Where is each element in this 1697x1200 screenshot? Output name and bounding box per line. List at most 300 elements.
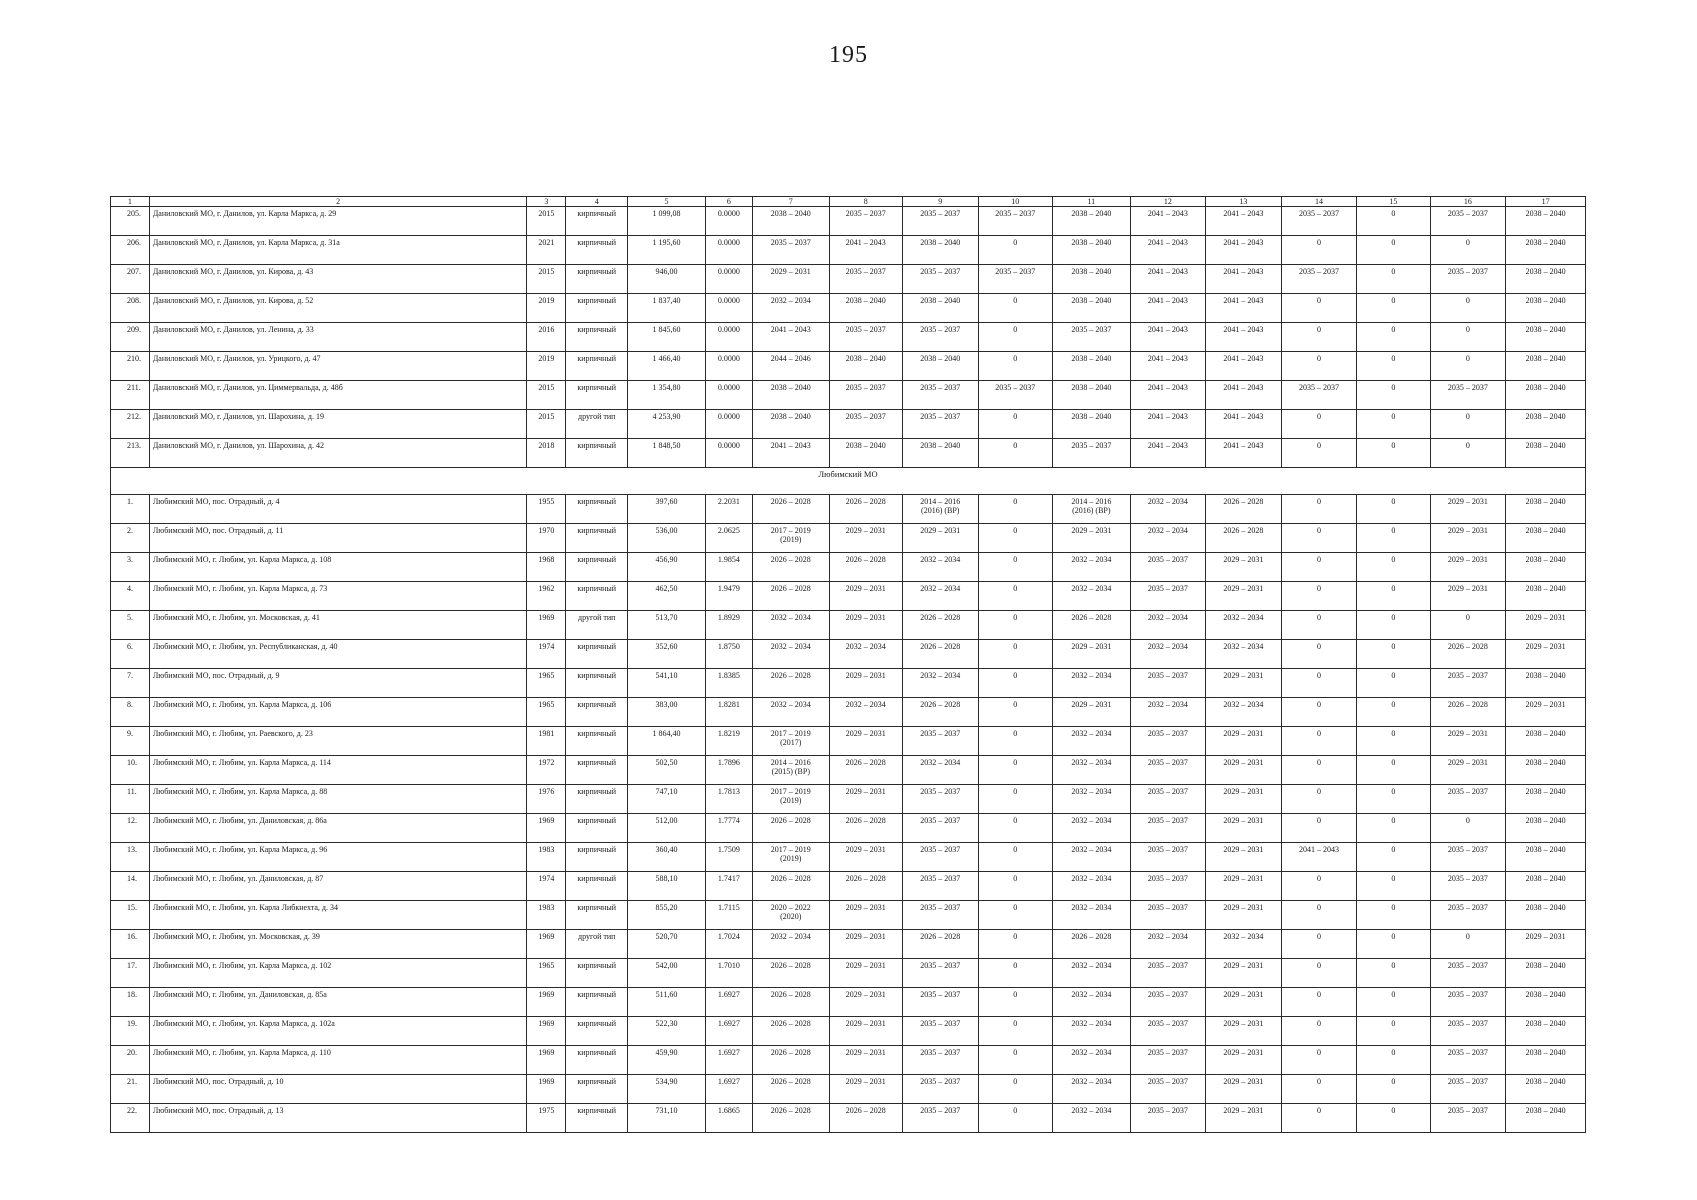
repair-period-16: 0 [1430, 611, 1506, 640]
repair-period-12: 2035 – 2037 [1130, 582, 1206, 611]
repair-period-17: 2029 – 2031 [1506, 698, 1586, 727]
priority-index: 1.7024 [705, 930, 752, 959]
building-address: Любимский МО, г. Любим, ул. Карла Маркса, д. 106 [149, 698, 527, 727]
repair-period-13: 2041 – 2043 [1206, 265, 1282, 294]
repair-period-12: 2032 – 2034 [1130, 640, 1206, 669]
repair-period-10: 0 [978, 1104, 1052, 1133]
repair-period-17: 2038 – 2040 [1506, 352, 1586, 381]
repair-period-16: 2029 – 2031 [1430, 756, 1506, 785]
repair-period-16: 2035 – 2037 [1430, 1046, 1506, 1075]
repair-period-8: 2032 – 2034 [829, 698, 902, 727]
row-number: 13. [111, 843, 150, 872]
repair-period-7-period: 2032 – 2034 [770, 613, 811, 622]
wall-material: кирпичный [566, 495, 628, 524]
column-number: 13 [1206, 197, 1282, 207]
wall-material: кирпичный [566, 1104, 628, 1133]
repair-period-16: 0 [1430, 814, 1506, 843]
total-area: 1 845,60 [628, 323, 706, 352]
repair-period-16: 2035 – 2037 [1430, 669, 1506, 698]
wall-material: кирпичный [566, 236, 628, 265]
repair-period-16: 0 [1430, 930, 1506, 959]
repair-period-16: 2035 – 2037 [1430, 988, 1506, 1017]
repair-period-14: 0 [1281, 1104, 1357, 1133]
repair-period-9 [903, 236, 979, 265]
priority-index: 2.0625 [705, 524, 752, 553]
repair-period-7-period: 2026 – 2028 [770, 671, 811, 680]
repair-period-8: 2029 – 2031 [829, 988, 902, 1017]
building-address: Любимский МО, г. Любим, ул. Карла Маркса, д. 102 [149, 959, 527, 988]
total-area: 397,60 [628, 495, 706, 524]
repair-period-14: 0 [1281, 727, 1357, 756]
table-row [111, 381, 1586, 410]
priority-index: 1.6927 [705, 1075, 752, 1104]
repair-period-7-note: (2019) [780, 535, 802, 545]
priority-index: 0.0000 [705, 294, 752, 323]
commission-year: 2015 [527, 207, 566, 236]
repair-period-12: 2041 – 2043 [1130, 439, 1206, 468]
repair-period-7 [753, 1046, 830, 1075]
repair-period-10: 0 [978, 582, 1052, 611]
wall-material: кирпичный [566, 439, 628, 468]
repair-period-8: 2038 – 2040 [829, 439, 902, 468]
repair-period-17: 2038 – 2040 [1506, 727, 1586, 756]
repair-period-10: 0 [978, 1075, 1052, 1104]
wall-material: кирпичный [566, 207, 628, 236]
total-area: 1 099,08 [628, 207, 706, 236]
repair-period-8: 2029 – 2031 [829, 1075, 902, 1104]
building-address: Даниловский МО, г. Данилов, ул. Ленина, д. 33 [149, 323, 527, 352]
row-number: 15. [111, 901, 150, 930]
table-row [111, 785, 1586, 814]
row-number: 22. [111, 1104, 150, 1133]
repair-period-11 [1053, 901, 1131, 930]
page-number: 195 [829, 42, 868, 68]
repair-period-9-period: 2038 – 2040 [920, 354, 961, 363]
repair-period-17: 2038 – 2040 [1506, 294, 1586, 323]
repair-period-7-period: 2032 – 2034 [770, 296, 811, 305]
repair-period-12: 2032 – 2034 [1130, 698, 1206, 727]
repair-period-7-period: 2032 – 2034 [770, 642, 811, 651]
repair-period-15: 0 [1357, 352, 1430, 381]
repair-period-10: 0 [978, 611, 1052, 640]
table-row [111, 901, 1586, 930]
commission-year: 1970 [527, 524, 566, 553]
repair-period-9 [903, 410, 979, 439]
repair-period-14: 0 [1281, 495, 1357, 524]
repair-period-9 [903, 930, 979, 959]
repair-period-7-note: (2015) (ВР) [771, 767, 811, 777]
repair-period-9 [903, 1046, 979, 1075]
repair-period-12: 2035 – 2037 [1130, 669, 1206, 698]
wall-material: кирпичный [566, 381, 628, 410]
repair-period-10: 2035 – 2037 [978, 207, 1052, 236]
repair-period-14: 0 [1281, 930, 1357, 959]
repair-period-14: 0 [1281, 524, 1357, 553]
repair-period-13: 2041 – 2043 [1206, 352, 1282, 381]
repair-period-12: 2041 – 2043 [1130, 207, 1206, 236]
wall-material: кирпичный [566, 988, 628, 1017]
repair-period-7 [753, 843, 830, 872]
commission-year: 1972 [527, 756, 566, 785]
repair-period-17: 2038 – 2040 [1506, 381, 1586, 410]
repair-period-17: 2038 – 2040 [1506, 901, 1586, 930]
repair-period-17: 2038 – 2040 [1506, 1104, 1586, 1133]
total-area: 511,60 [628, 988, 706, 1017]
repair-period-7 [753, 727, 830, 756]
repair-period-7 [753, 207, 830, 236]
repair-period-15: 0 [1357, 872, 1430, 901]
repair-period-16: 2035 – 2037 [1430, 872, 1506, 901]
row-number: 6. [111, 640, 150, 669]
building-address: Любимский МО, пос. Отрадный, д. 4 [149, 495, 527, 524]
building-address: Любимский МО, г. Любим, ул. Раевского, д. 23 [149, 727, 527, 756]
building-address: Любимский МО, пос. Отрадный, д. 9 [149, 669, 527, 698]
repair-period-15: 0 [1357, 236, 1430, 265]
row-number: 207. [111, 265, 150, 294]
repair-period-9 [903, 988, 979, 1017]
wall-material: кирпичный [566, 872, 628, 901]
repair-period-11-period: 2035 – 2037 [1071, 325, 1112, 334]
priority-index: 0.0000 [705, 265, 752, 294]
repair-period-11 [1053, 1075, 1131, 1104]
repair-period-13: 2029 – 2031 [1206, 669, 1282, 698]
repair-period-7-period: 2026 – 2028 [770, 1019, 811, 1028]
column-number: 14 [1281, 197, 1357, 207]
repair-period-16: 2035 – 2037 [1430, 381, 1506, 410]
repair-period-9-period: 2035 – 2037 [920, 816, 961, 825]
building-address: Любимский МО, пос. Отрадный, д. 11 [149, 524, 527, 553]
commission-year: 1974 [527, 872, 566, 901]
repair-period-9 [903, 323, 979, 352]
commission-year: 2019 [527, 294, 566, 323]
repair-period-15: 0 [1357, 410, 1430, 439]
repair-period-14: 0 [1281, 640, 1357, 669]
commission-year: 1969 [527, 611, 566, 640]
repair-period-8: 2029 – 2031 [829, 582, 902, 611]
column-number: 2 [149, 197, 527, 207]
repair-period-12: 2032 – 2034 [1130, 611, 1206, 640]
table-row [111, 439, 1586, 468]
priority-index: 1.7115 [705, 901, 752, 930]
repair-period-16: 0 [1430, 410, 1506, 439]
repair-period-9-period: 2035 – 2037 [920, 990, 961, 999]
priority-index: 1.9854 [705, 553, 752, 582]
repair-period-14: 2035 – 2037 [1281, 381, 1357, 410]
repair-period-8: 2029 – 2031 [829, 727, 902, 756]
repair-period-9 [903, 294, 979, 323]
repair-period-13: 2041 – 2043 [1206, 236, 1282, 265]
wall-material: кирпичный [566, 756, 628, 785]
row-number: 11. [111, 785, 150, 814]
total-area: 522,30 [628, 1017, 706, 1046]
table-row [111, 669, 1586, 698]
commission-year: 2015 [527, 410, 566, 439]
repair-period-15: 0 [1357, 265, 1430, 294]
table-row [111, 1046, 1586, 1075]
repair-period-7-note: (2020) [780, 912, 802, 922]
repair-period-15: 0 [1357, 814, 1430, 843]
repair-period-7 [753, 901, 830, 930]
repair-period-15: 0 [1357, 207, 1430, 236]
repair-period-9-period: 2035 – 2037 [920, 209, 961, 218]
table-row [111, 959, 1586, 988]
repair-period-10: 0 [978, 988, 1052, 1017]
column-number-row [111, 197, 1586, 207]
row-number: 12. [111, 814, 150, 843]
repair-period-17: 2038 – 2040 [1506, 524, 1586, 553]
total-area: 1 837,40 [628, 294, 706, 323]
repair-period-14: 0 [1281, 669, 1357, 698]
repair-period-12: 2041 – 2043 [1130, 410, 1206, 439]
total-area: 588,10 [628, 872, 706, 901]
column-number: 11 [1053, 197, 1131, 207]
repair-period-14: 0 [1281, 582, 1357, 611]
repair-period-11 [1053, 495, 1131, 524]
repair-period-7 [753, 959, 830, 988]
repair-period-12: 2041 – 2043 [1130, 381, 1206, 410]
table-row [111, 1017, 1586, 1046]
row-number: 17. [111, 959, 150, 988]
priority-index: 1.7896 [705, 756, 752, 785]
repair-period-16: 2029 – 2031 [1430, 727, 1506, 756]
repair-period-7 [753, 1104, 830, 1133]
repair-period-7-period: 2035 – 2037 [770, 238, 811, 247]
table-row [111, 843, 1586, 872]
repair-period-10: 0 [978, 669, 1052, 698]
repair-period-11-period: 2032 – 2034 [1071, 874, 1112, 883]
column-number: 7 [753, 197, 830, 207]
row-number: 209. [111, 323, 150, 352]
total-area: 542,00 [628, 959, 706, 988]
repair-period-7 [753, 410, 830, 439]
repair-period-11 [1053, 1017, 1131, 1046]
repair-period-17: 2038 – 2040 [1506, 814, 1586, 843]
building-address: Любимский МО, г. Любим, ул. Московская, д. 39 [149, 930, 527, 959]
repair-period-7-period: 2026 – 2028 [770, 584, 811, 593]
total-area: 1 354,80 [628, 381, 706, 410]
building-address: Любимский МО, г. Любим, ул. Карла Маркса, д. 114 [149, 756, 527, 785]
priority-index: 0.0000 [705, 352, 752, 381]
building-address: Любимский МО, г. Любим, ул. Карла Маркса, д. 110 [149, 1046, 527, 1075]
total-area: 520,70 [628, 930, 706, 959]
repair-period-11-period: 2032 – 2034 [1071, 787, 1112, 796]
repair-period-8: 2029 – 2031 [829, 959, 902, 988]
repair-period-14: 0 [1281, 698, 1357, 727]
wall-material: кирпичный [566, 901, 628, 930]
repair-period-10: 0 [978, 352, 1052, 381]
repair-period-9 [903, 265, 979, 294]
repair-period-11 [1053, 698, 1131, 727]
repair-period-9 [903, 785, 979, 814]
repair-period-7 [753, 669, 830, 698]
commission-year: 1969 [527, 1017, 566, 1046]
repair-period-17: 2038 – 2040 [1506, 669, 1586, 698]
repair-period-9-period: 2035 – 2037 [920, 1106, 961, 1115]
row-number: 1. [111, 495, 150, 524]
table-row [111, 495, 1586, 524]
building-address: Даниловский МО, г. Данилов, ул. Шарохина, д. 19 [149, 410, 527, 439]
repair-period-16: 0 [1430, 294, 1506, 323]
row-number: 3. [111, 553, 150, 582]
repair-period-7 [753, 611, 830, 640]
repair-period-17: 2038 – 2040 [1506, 959, 1586, 988]
repair-period-14: 0 [1281, 236, 1357, 265]
repair-period-11-period: 2032 – 2034 [1071, 903, 1112, 912]
building-address: Любимский МО, г. Любим, ул. Даниловская, д. 87 [149, 872, 527, 901]
repair-period-8: 2026 – 2028 [829, 495, 902, 524]
priority-index: 1.7509 [705, 843, 752, 872]
wall-material: кирпичный [566, 553, 628, 582]
total-area: 855,20 [628, 901, 706, 930]
repair-period-13: 2032 – 2034 [1206, 930, 1282, 959]
repair-period-10: 2035 – 2037 [978, 265, 1052, 294]
repair-period-7 [753, 640, 830, 669]
building-address: Любимский МО, г. Любим, ул. Карла Маркса, д. 96 [149, 843, 527, 872]
repair-period-9 [903, 207, 979, 236]
repair-period-11-period: 2038 – 2040 [1071, 383, 1112, 392]
row-number: 20. [111, 1046, 150, 1075]
building-address: Любимский МО, г. Любим, ул. Даниловская, д. 86а [149, 814, 527, 843]
repair-period-9-period: 2038 – 2040 [920, 296, 961, 305]
repair-period-10: 0 [978, 930, 1052, 959]
repair-period-7-period: 2044 – 2046 [770, 354, 811, 363]
row-number: 206. [111, 236, 150, 265]
repair-period-11 [1053, 294, 1131, 323]
repair-period-13: 2029 – 2031 [1206, 727, 1282, 756]
repair-period-9 [903, 669, 979, 698]
row-number: 208. [111, 294, 150, 323]
repair-period-7-period: 2026 – 2028 [770, 497, 811, 506]
repair-period-12: 2032 – 2034 [1130, 524, 1206, 553]
repair-period-9 [903, 640, 979, 669]
repair-period-8: 2029 – 2031 [829, 785, 902, 814]
table-row [111, 872, 1586, 901]
repair-period-11-period: 2032 – 2034 [1071, 555, 1112, 564]
repair-period-7 [753, 582, 830, 611]
repair-period-13: 2029 – 2031 [1206, 553, 1282, 582]
repair-period-14: 0 [1281, 294, 1357, 323]
priority-index: 0.0000 [705, 439, 752, 468]
repair-period-13: 2029 – 2031 [1206, 1075, 1282, 1104]
repair-period-11-period: 2032 – 2034 [1071, 1077, 1112, 1086]
repair-period-9-period: 2032 – 2034 [920, 758, 961, 767]
wall-material: кирпичный [566, 727, 628, 756]
repair-period-11 [1053, 843, 1131, 872]
repair-period-14: 0 [1281, 323, 1357, 352]
priority-index: 1.6927 [705, 988, 752, 1017]
repair-period-9-period: 2035 – 2037 [920, 1048, 961, 1057]
wall-material: кирпичный [566, 1017, 628, 1046]
column-number: 1 [111, 197, 150, 207]
repair-period-11 [1053, 1104, 1131, 1133]
repair-period-13: 2041 – 2043 [1206, 207, 1282, 236]
row-number: 10. [111, 756, 150, 785]
table-row [111, 988, 1586, 1017]
total-area: 512,00 [628, 814, 706, 843]
commission-year: 1962 [527, 582, 566, 611]
repair-period-8: 2029 – 2031 [829, 843, 902, 872]
repair-period-7 [753, 524, 830, 553]
repair-period-8: 2026 – 2028 [829, 756, 902, 785]
repair-period-9-period: 2014 – 2016 [920, 497, 961, 506]
total-area: 352,60 [628, 640, 706, 669]
repair-period-7 [753, 381, 830, 410]
commission-year: 1974 [527, 640, 566, 669]
row-number: 212. [111, 410, 150, 439]
building-address: Любимский МО, г. Любим, ул. Карла Маркса, д. 102а [149, 1017, 527, 1046]
repair-period-12: 2035 – 2037 [1130, 1104, 1206, 1133]
repair-period-7 [753, 785, 830, 814]
commission-year: 1969 [527, 930, 566, 959]
repair-period-13: 2041 – 2043 [1206, 439, 1282, 468]
repair-period-14: 2035 – 2037 [1281, 265, 1357, 294]
repair-period-9 [903, 611, 979, 640]
table-row [111, 410, 1586, 439]
repair-period-14: 0 [1281, 352, 1357, 381]
total-area: 459,90 [628, 1046, 706, 1075]
repair-period-10: 0 [978, 640, 1052, 669]
repair-period-7-period: 2017 – 2019 [770, 787, 811, 796]
repair-period-14: 0 [1281, 1046, 1357, 1075]
repair-period-10: 0 [978, 814, 1052, 843]
repair-period-15: 0 [1357, 1046, 1430, 1075]
repair-period-17: 2038 – 2040 [1506, 785, 1586, 814]
building-address: Любимский МО, г. Любим, ул. Карла Маркса, д. 73 [149, 582, 527, 611]
repair-period-7 [753, 1017, 830, 1046]
repair-period-7-period: 2041 – 2043 [770, 325, 811, 334]
wall-material: кирпичный [566, 352, 628, 381]
priority-index: 1.8929 [705, 611, 752, 640]
row-number: 14. [111, 872, 150, 901]
repair-period-7-period: 2026 – 2028 [770, 961, 811, 970]
table-row [111, 1104, 1586, 1133]
repair-period-11-period: 2032 – 2034 [1071, 961, 1112, 970]
repair-period-14: 0 [1281, 988, 1357, 1017]
total-area: 1 848,50 [628, 439, 706, 468]
repair-period-17: 2038 – 2040 [1506, 553, 1586, 582]
repair-period-15: 0 [1357, 582, 1430, 611]
repair-period-7-note: (2017) [780, 738, 802, 748]
row-number: 19. [111, 1017, 150, 1046]
repair-period-8: 2035 – 2037 [829, 410, 902, 439]
repair-period-7-period: 2032 – 2034 [770, 700, 811, 709]
repair-period-9-period: 2035 – 2037 [920, 961, 961, 970]
repair-period-8: 2041 – 2043 [829, 236, 902, 265]
repair-period-15: 0 [1357, 640, 1430, 669]
wall-material: кирпичный [566, 669, 628, 698]
repair-period-10: 0 [978, 756, 1052, 785]
repair-period-7-note: (2019) [780, 796, 802, 806]
repair-period-10: 0 [978, 439, 1052, 468]
repair-period-12: 2035 – 2037 [1130, 843, 1206, 872]
repair-period-8: 2029 – 2031 [829, 1017, 902, 1046]
repair-period-16: 2035 – 2037 [1430, 207, 1506, 236]
commission-year: 1965 [527, 698, 566, 727]
repair-period-13: 2029 – 2031 [1206, 1104, 1282, 1133]
repair-period-14: 2035 – 2037 [1281, 207, 1357, 236]
repair-period-11-period: 2038 – 2040 [1071, 238, 1112, 247]
building-address: Любимский МО, г. Любим, ул. Республиканская, д. 40 [149, 640, 527, 669]
column-number: 12 [1130, 197, 1206, 207]
repair-period-9-period: 2035 – 2037 [920, 729, 961, 738]
repair-period-16: 2035 – 2037 [1430, 901, 1506, 930]
repair-period-12: 2035 – 2037 [1130, 1046, 1206, 1075]
total-area: 462,50 [628, 582, 706, 611]
repair-period-11 [1053, 323, 1131, 352]
repair-period-9-period: 2032 – 2034 [920, 671, 961, 680]
repair-period-16: 2035 – 2037 [1430, 1075, 1506, 1104]
repair-period-8: 2035 – 2037 [829, 381, 902, 410]
